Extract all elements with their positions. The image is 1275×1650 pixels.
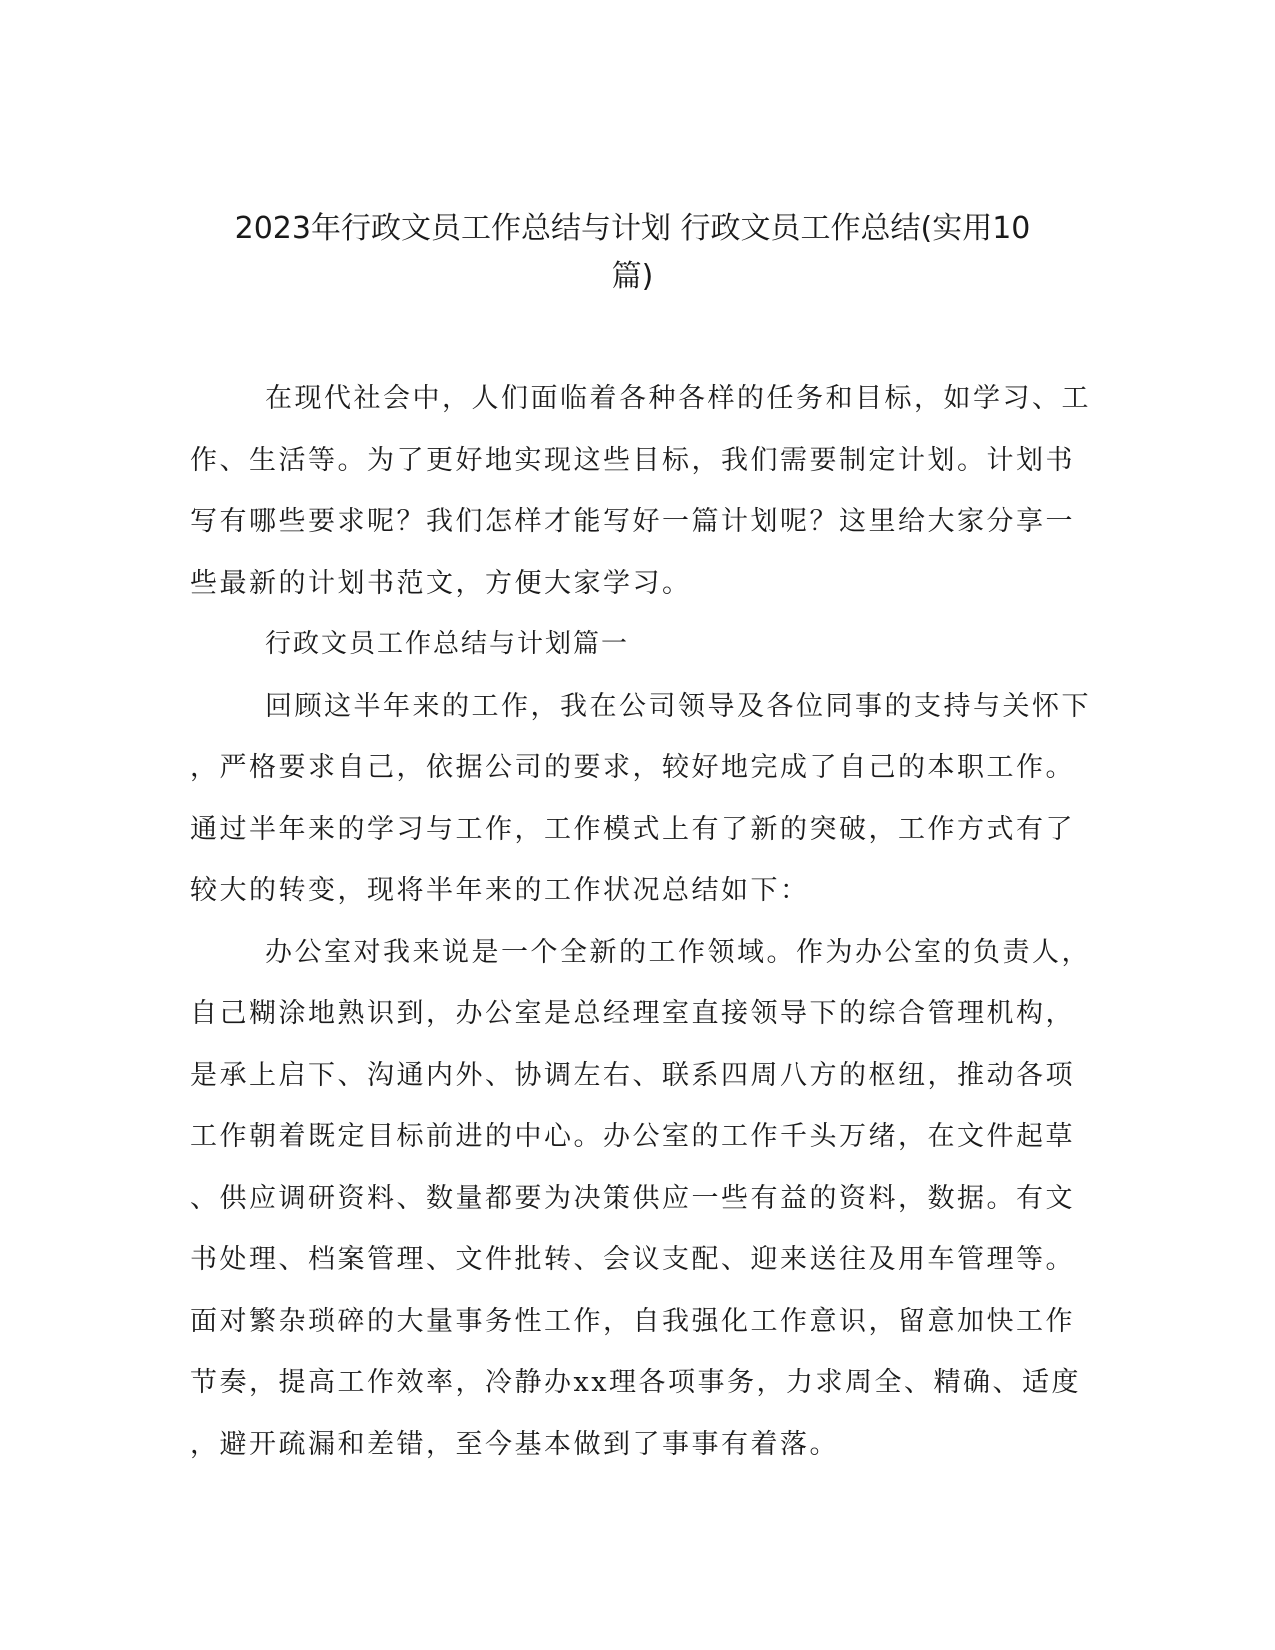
text-line: 在现代社会中，人们面临着各种各样的任务和目标，如学习、工 <box>265 383 1091 414</box>
text-line: 通过半年来的学习与工作，工作模式上有了新的突破，工作方式有了 <box>190 813 1075 845</box>
text-line: ，严格要求自己，依据公司的要求，较好地完成了自己的本职工作。 <box>190 752 1075 783</box>
text-line: 作、生活等。为了更好地实现这些目标，我们需要制定计划。计划书 <box>190 444 1075 476</box>
text-line: 办公室对我来说是一个全新的工作领域。作为办公室的负责人， <box>265 936 1091 968</box>
text-line: 自己糊涂地熟识到，办公室是总经理室直接领导下的综合管理机构， <box>190 998 1075 1029</box>
document-title <box>180 205 1085 301</box>
text-line: 工作朝着既定目标前进的中心。办公室的工作千头万绪，在文件起草 <box>190 1121 1075 1152</box>
text-line: 面对繁杂琐碎的大量事务性工作，自我强化工作意识，留意加快工作 <box>190 1305 1075 1337</box>
text-line: 、供应调研资料、数量都要为决策供应一些有益的资料，数据。有文 <box>190 1182 1075 1214</box>
text-line: 较大的转变，现将半年来的工作状况总结如下： <box>190 875 810 906</box>
text-line: 节奏，提高工作效率，冷静办xx理各项事务，力求周全、精确、适度 <box>190 1367 1081 1398</box>
text-line: 些最新的计划书范文，方便大家学习。 <box>190 567 692 599</box>
text-line: 回顾这半年来的工作，我在公司领导及各位同事的支持与关怀下 <box>265 690 1091 722</box>
text-line: ，避开疏漏和差错，至今基本做到了事事有着落。 <box>190 1428 839 1460</box>
title-line-2: 篇) <box>611 259 654 294</box>
section-heading: 行政文员工作总结与计划篇一 <box>265 629 630 659</box>
text-line: 写有哪些要求呢？我们怎样才能写好一篇计划呢？这里给大家分享一 <box>190 506 1075 537</box>
document-body <box>190 368 1090 1475</box>
title-line-1: 2023年行政文员工作总结与计划 行政文员工作总结(实用10 <box>234 211 1031 246</box>
text-line: 书处理、档案管理、文件批转、会议支配、迎来送往及用车管理等。 <box>190 1244 1075 1275</box>
text-line: 是承上启下、沟通内外、协调左右、联系四周八方的枢纽，推动各项 <box>190 1059 1075 1091</box>
